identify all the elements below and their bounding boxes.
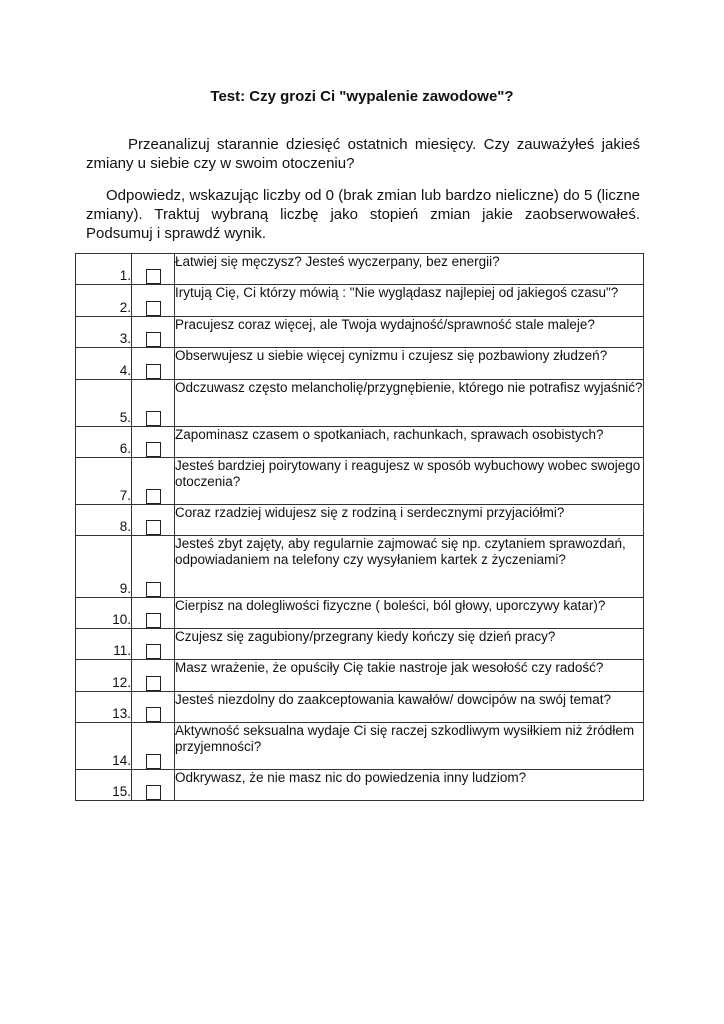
- answer-checkbox[interactable]: [146, 644, 161, 659]
- questions-table: [75, 253, 644, 801]
- question-text: Obserwujesz u siebie więcej cynizmu i czujesz się pozbawiony złudzeń?: [175, 348, 644, 380]
- answer-cell: [132, 536, 175, 598]
- question-row: [76, 458, 644, 505]
- question-text: Odczuwasz często melancholię/przygnębienie, którego nie potrafisz wyjaśnić?: [175, 380, 644, 427]
- question-row: [76, 629, 644, 660]
- answer-cell: [132, 770, 175, 801]
- answer-cell: [132, 505, 175, 536]
- answer-checkbox[interactable]: [146, 332, 161, 347]
- answer-checkbox[interactable]: [146, 442, 161, 457]
- question-number: 7.: [76, 458, 132, 505]
- question-number: 6.: [76, 427, 132, 458]
- question-number: 12.: [76, 660, 132, 692]
- answer-checkbox[interactable]: [146, 364, 161, 379]
- intro-paragraph-1: Przeanalizuj starannie dziesięć ostatnich miesięcy. Czy zauważyłeś jakieś zmiany u siebie czy w swoim otoczeniu?: [86, 136, 640, 172]
- question-number: 5.: [76, 380, 132, 427]
- answer-checkbox[interactable]: [146, 411, 161, 426]
- answer-cell: [132, 458, 175, 505]
- question-number: 4.: [76, 348, 132, 380]
- question-row: [76, 660, 644, 692]
- question-number: 14.: [76, 723, 132, 770]
- question-number: 2.: [76, 285, 132, 317]
- question-text: Pracujesz coraz więcej, ale Twoja wydajność/sprawność stale maleje?: [175, 317, 644, 348]
- question-text: Jesteś bardziej poirytowany i reagujesz w sposób wybuchowy wobec swojego otoczenia?: [175, 458, 644, 505]
- question-number: 13.: [76, 692, 132, 723]
- answer-checkbox[interactable]: [146, 520, 161, 535]
- answer-checkbox[interactable]: [146, 269, 161, 284]
- question-number: 3.: [76, 317, 132, 348]
- answer-cell: [132, 317, 175, 348]
- question-row: [76, 254, 644, 285]
- answer-checkbox[interactable]: [146, 754, 161, 769]
- question-row: [76, 723, 644, 770]
- question-row: [76, 317, 644, 348]
- question-row: [76, 505, 644, 536]
- question-number: 1.: [76, 254, 132, 285]
- answer-checkbox[interactable]: [146, 785, 161, 800]
- answer-cell: [132, 254, 175, 285]
- question-text: Irytują Cię, Ci którzy mówią : "Nie wyglądasz najlepiej od jakiegoś czasu"?: [175, 285, 644, 317]
- answer-checkbox[interactable]: [146, 676, 161, 691]
- answer-checkbox[interactable]: [146, 489, 161, 504]
- answer-cell: [132, 723, 175, 770]
- question-text: Jesteś niezdolny do zaakceptowania kawałów/ dowcipów na swój temat?: [175, 692, 644, 723]
- question-text: Jesteś zbyt zajęty, aby regularnie zajmować się np. czytaniem sprawozdań, odpowiadaniem na telefony czy wysyłaniem kartek z życzeniami?: [175, 536, 644, 598]
- question-text: Cierpisz na dolegliwości fizyczne ( boleści, ból głowy, uporczywy katar)?: [175, 598, 644, 629]
- question-number: 9.: [76, 536, 132, 598]
- answer-checkbox[interactable]: [146, 301, 161, 316]
- answer-cell: [132, 629, 175, 660]
- question-text: Coraz rzadziej widujesz się z rodziną i serdecznymi przyjaciółmi?: [175, 505, 644, 536]
- answer-cell: [132, 285, 175, 317]
- answer-cell: [132, 660, 175, 692]
- question-row: [76, 285, 644, 317]
- question-number: 10.: [76, 598, 132, 629]
- question-row: [76, 348, 644, 380]
- answer-cell: [132, 380, 175, 427]
- question-row: [76, 770, 644, 801]
- answer-checkbox[interactable]: [146, 613, 161, 628]
- answer-cell: [132, 427, 175, 458]
- question-row: [76, 536, 644, 598]
- question-text: Aktywność seksualna wydaje Ci się raczej szkodliwym wysiłkiem niż źródłem przyjemności?: [175, 723, 644, 770]
- question-text: Odkrywasz, że nie masz nic do powiedzenia inny ludziom?: [175, 770, 644, 801]
- page-title: Test: Czy grozi Ci "wypalenie zawodowe"?: [210, 88, 514, 105]
- question-text: Masz wrażenie, że opuściły Cię takie nastroje jak wesołość czy radość?: [175, 660, 644, 692]
- question-row: [76, 598, 644, 629]
- answer-cell: [132, 692, 175, 723]
- answer-cell: [132, 348, 175, 380]
- question-number: 8.: [76, 505, 132, 536]
- question-number: 11.: [76, 629, 132, 660]
- question-row: [76, 692, 644, 723]
- question-number: 15.: [76, 770, 132, 801]
- intro-paragraph-2: Odpowiedz, wskazując liczby od 0 (brak zmian lub bardzo nieliczne) do 5 (liczne zmiany). Traktuj wybraną liczbę jako stopień zmian jakie zaobserwowałeś. Podsumuj i sprawdź wynik.: [86, 187, 640, 242]
- question-row: [76, 380, 644, 427]
- question-row: [76, 427, 644, 458]
- answer-checkbox[interactable]: [146, 707, 161, 722]
- answer-checkbox[interactable]: [146, 582, 161, 597]
- question-text: Zapominasz czasem o spotkaniach, rachunkach, sprawach osobistych?: [175, 427, 644, 458]
- question-text: Łatwiej się męczysz? Jesteś wyczerpany, bez energii?: [175, 254, 644, 285]
- answer-cell: [132, 598, 175, 629]
- question-text: Czujesz się zagubiony/przegrany kiedy kończy się dzień pracy?: [175, 629, 644, 660]
